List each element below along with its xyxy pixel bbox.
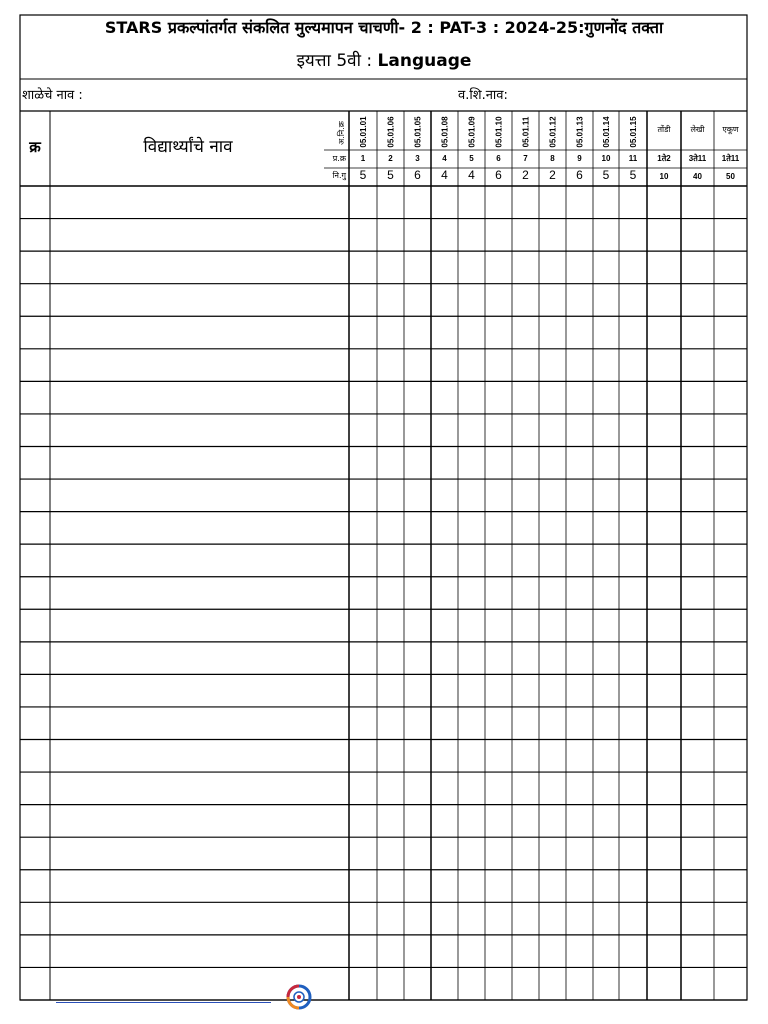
total-column-label: लेखी	[690, 125, 705, 134]
outcome-code-label: 05.01.05	[413, 116, 423, 148]
max-marks-value: 5	[359, 168, 367, 182]
question-number: 5	[469, 154, 474, 163]
max-marks-value: 4	[441, 168, 448, 182]
sheet-border	[20, 15, 747, 1000]
total-marks-value: 40	[693, 172, 702, 181]
grid-lines	[20, 111, 747, 1000]
sheet-subtitle	[297, 50, 472, 71]
student-name-header: विद्यार्थ्यांचे नाव	[143, 137, 233, 157]
outcome-code-label: 05.01.01	[359, 116, 368, 148]
question-number: 9	[577, 154, 582, 163]
question-range: 3ते11	[688, 154, 707, 163]
question-number: 2	[388, 154, 393, 163]
max-marks-value: 5	[629, 168, 637, 182]
sr-no-header: क्र	[29, 138, 41, 156]
education-emblem-icon	[282, 980, 316, 1014]
question-range: 1ते2	[657, 154, 671, 163]
question-number: 10	[601, 154, 611, 163]
max-marks-value: 2	[549, 168, 556, 182]
outcome-code-label: 05.01.13	[575, 116, 585, 148]
question-number: 6	[496, 154, 501, 163]
teacher-name-label: व.शि.नाव:	[458, 88, 508, 103]
marks-label: नि.गु	[332, 171, 346, 180]
question-number: 11	[628, 154, 638, 163]
question-number: 8	[550, 154, 555, 163]
outcome-code-label: 05.01.06	[386, 116, 396, 148]
total-column-label: एकूण	[722, 125, 739, 134]
outcome-code-label: 05.01.14	[602, 116, 611, 148]
outcome-code-label: 05.01.08	[440, 116, 450, 148]
header-cells	[359, 116, 740, 182]
total-marks-value: 50	[726, 172, 735, 181]
outcome-code-label: 05.01.11	[521, 116, 531, 148]
total-column-label: तोंडी	[657, 125, 671, 134]
question-number: 3	[415, 154, 420, 163]
outcome-code-label: 05.01.15	[629, 116, 638, 148]
question-number: 4	[442, 154, 447, 163]
question-number: 7	[523, 154, 528, 163]
sheet-title: STARS प्रकल्पांतर्गत संकलित मुल्यमापन चाचणी- 2 : PAT-3 : 2024-25:गुणनोंद तक्ता	[104, 18, 664, 37]
outcome-code-label: 05.01.09	[467, 116, 477, 148]
question-number: 1	[360, 154, 366, 163]
outcome-code-label: 05.01.10	[494, 116, 504, 148]
max-marks-value: 6	[414, 168, 421, 182]
max-marks-value: 5	[387, 168, 394, 182]
footer-line	[56, 1002, 271, 1003]
question-no-label: प्र.क्र	[332, 154, 346, 163]
school-name-label: शाळेचे नाव :	[22, 88, 83, 103]
student-rows	[20, 219, 747, 1000]
question-range: 1ते11	[721, 154, 740, 163]
grade-label: इयत्ता 5वी :	[296, 51, 378, 71]
max-marks-value: 6	[576, 168, 583, 182]
subject-label: Language	[377, 51, 472, 71]
outcome-no-label: अ.नि.क्र	[337, 121, 346, 145]
outcome-code-label: 05.01.12	[548, 116, 558, 148]
max-marks-value: 5	[602, 168, 610, 182]
max-marks-value: 4	[468, 168, 475, 182]
max-marks-value: 6	[495, 168, 502, 182]
total-marks-value: 10	[659, 172, 669, 181]
max-marks-value: 2	[522, 168, 529, 182]
